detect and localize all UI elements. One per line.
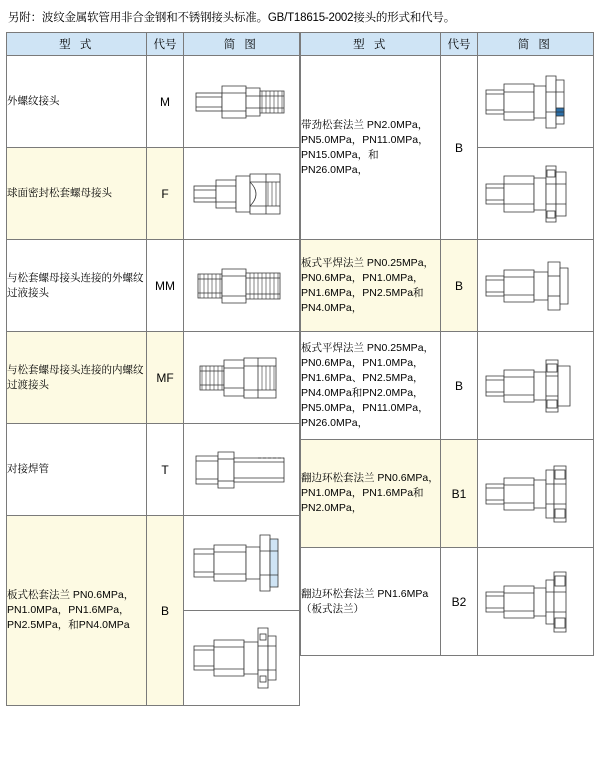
row-code: F bbox=[147, 148, 183, 240]
header-type: 型 式 bbox=[301, 33, 441, 56]
plate-loose-flange-icon bbox=[188, 521, 294, 605]
row-figure bbox=[477, 148, 593, 240]
header-figure: 简 图 bbox=[477, 33, 593, 56]
spherical-seal-union-nut-icon bbox=[188, 158, 294, 230]
header-type: 型 式 bbox=[7, 33, 147, 56]
table-row bbox=[301, 332, 594, 440]
row-figure bbox=[183, 56, 299, 148]
row-type-label: 与松套螺母接头连接的外螺纹过液接头 bbox=[7, 240, 147, 332]
row-code: B bbox=[441, 332, 477, 440]
table-header-row bbox=[301, 33, 594, 56]
ribbed-loose-flange-icon bbox=[482, 62, 588, 142]
butt-weld-pipe-icon bbox=[188, 434, 294, 506]
table-row bbox=[7, 516, 300, 611]
table-row bbox=[7, 424, 300, 516]
table-row bbox=[7, 332, 300, 424]
row-code: T bbox=[147, 424, 183, 516]
row-type-label: 板式平焊法兰 PN0.25MPa，PN0.6MPa，PN1.0MPa，PN1.6MPa，PN2.5MPa和PN4.0MPa， bbox=[301, 240, 441, 332]
row-figure bbox=[183, 516, 299, 611]
row-figure bbox=[477, 56, 593, 148]
female-thread-transition-icon bbox=[188, 342, 294, 414]
left-table bbox=[6, 32, 300, 706]
row-figure bbox=[477, 548, 593, 656]
row-figure bbox=[183, 240, 299, 332]
row-code: MM bbox=[147, 240, 183, 332]
row-code: B2 bbox=[441, 548, 477, 656]
plate-weld-flange-a-icon bbox=[482, 248, 588, 324]
row-type-label: 球面密封松套螺母接头 bbox=[7, 148, 147, 240]
row-figure bbox=[183, 148, 299, 240]
row-code: B bbox=[147, 516, 183, 706]
row-type-label: 外螺纹接头 bbox=[7, 56, 147, 148]
row-code: B1 bbox=[441, 440, 477, 548]
header-figure: 简 图 bbox=[183, 33, 299, 56]
row-code: MF bbox=[147, 332, 183, 424]
row-code: M bbox=[147, 56, 183, 148]
table-row bbox=[7, 240, 300, 332]
table-row bbox=[301, 56, 594, 148]
row-figure bbox=[477, 332, 593, 440]
header-code: 代号 bbox=[441, 33, 477, 56]
table-row bbox=[7, 148, 300, 240]
row-code: B bbox=[441, 240, 477, 332]
plate-weld-flange-b-icon bbox=[482, 343, 588, 429]
row-type-label: 带劲松套法兰 PN2.0MPa，PN5.0MPa，PN11.0MPa，PN15.0MPa，和PN26.0MPa， bbox=[301, 56, 441, 240]
row-type-label: 对接焊管 bbox=[7, 424, 147, 516]
flared-ring-loose-flange-icon bbox=[482, 451, 588, 537]
table-row bbox=[7, 56, 300, 148]
row-code: B bbox=[441, 56, 477, 240]
table-row bbox=[301, 548, 594, 656]
row-figure bbox=[477, 440, 593, 548]
layout-table bbox=[6, 32, 594, 706]
male-thread-transition-icon bbox=[188, 250, 294, 322]
row-type-label: 与松套螺母接头连接的内螺纹过渡接头 bbox=[7, 332, 147, 424]
row-type-label: 板式松套法兰 PN0.6MPa，PN1.0MPa，PN1.6MPa，PN2.5MPa，和PN4.0MPa bbox=[7, 516, 147, 706]
right-table bbox=[300, 32, 594, 656]
flared-ring-loose-flange-b2-icon bbox=[482, 559, 588, 645]
row-figure bbox=[183, 424, 299, 516]
row-type-label: 板式平焊法兰 PN0.25MPa，PN0.6MPa，PN1.0MPa，PN1.6MPa、PN2.5MPa，PN4.0MPa和PN2.0MPa，PN5.0MPa，PN11.0MPa，PN26.0MPa， bbox=[301, 332, 441, 440]
page-title: 另附：波纹金属软管用非合金钢和不锈钢接头标准。GB/T18615-2002接头的形式和代号。 bbox=[8, 12, 456, 24]
table-header-row bbox=[7, 33, 300, 56]
table-row bbox=[301, 440, 594, 548]
row-figure bbox=[183, 332, 299, 424]
header-code: 代号 bbox=[147, 33, 183, 56]
plate-loose-flange-icon-2 bbox=[188, 616, 294, 700]
male-thread-fitting-icon bbox=[188, 66, 294, 138]
row-type-label: 翻边环松套法兰 PN0.6MPa，PN1.0MPa，PN1.6MPa和PN2.0MPa， bbox=[301, 440, 441, 548]
table-row bbox=[301, 240, 594, 332]
row-figure bbox=[183, 611, 299, 706]
row-figure bbox=[477, 240, 593, 332]
row-type-label: 翻边环松套法兰 PN1.6MPa（板式法兰） bbox=[301, 548, 441, 656]
ribbed-loose-flange-icon-2 bbox=[482, 154, 588, 234]
